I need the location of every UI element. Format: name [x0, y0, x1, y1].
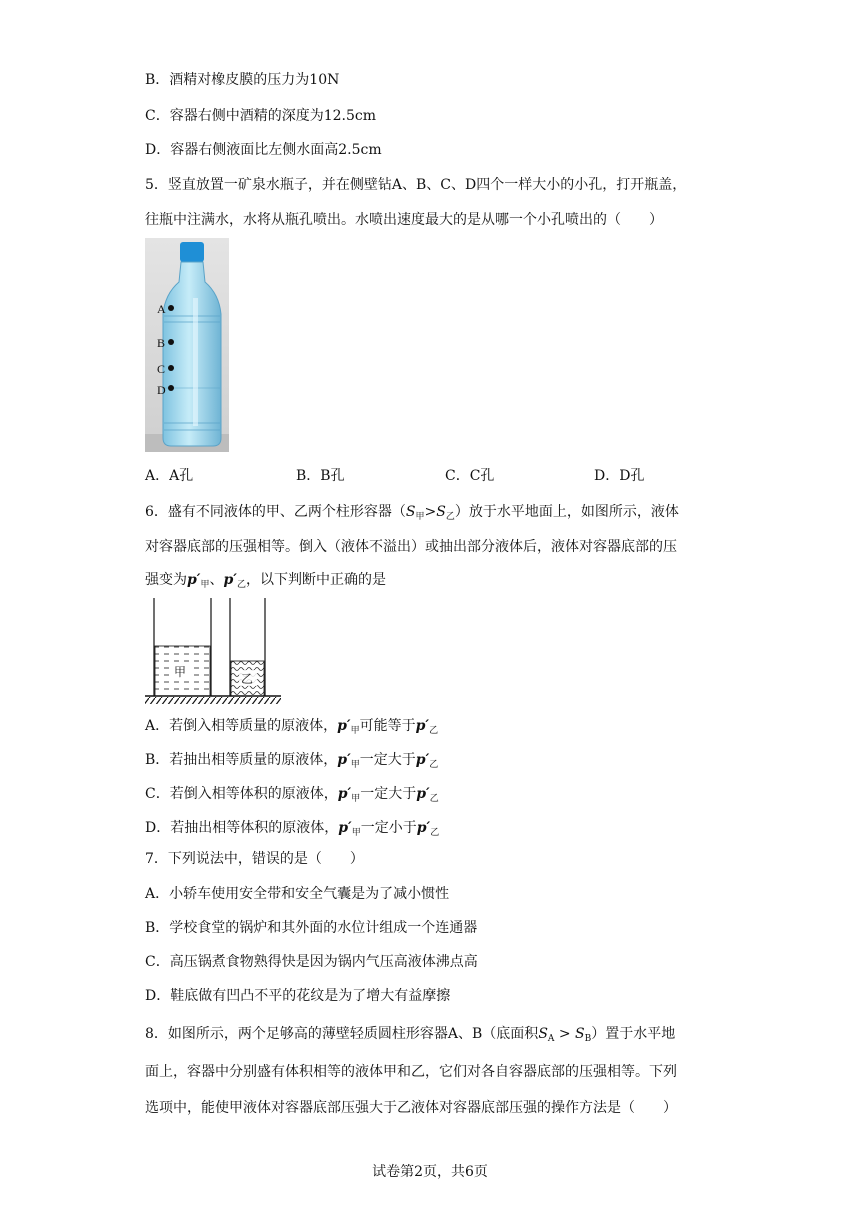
- q7-stem: 7．下列说法中，错误的是（ ）: [145, 851, 364, 867]
- q5-option-b: B．B孔: [296, 468, 345, 484]
- label-jia: 甲: [174, 665, 187, 679]
- q4-option-c: C．容器右侧中酒精的深度为12.5cm: [145, 108, 376, 124]
- q5-option-c: C．C孔: [445, 468, 495, 484]
- q7-option-a: A．小轿车使用安全带和安全气囊是为了减小惯性: [145, 886, 450, 902]
- q4-option-b: B．酒精对橡皮膜的压力为10N: [145, 72, 340, 88]
- bottle-cap: [180, 242, 204, 262]
- hole-label-a: A: [157, 302, 166, 316]
- q8-stem-line3: 选项中，能使甲液体对容器底部压强大于乙液体对容器底部压强的操作方法是（ ）: [145, 1100, 677, 1116]
- q7-option-c: C．高压锅煮食物熟得快是因为锅内气压高液体沸点高: [145, 954, 478, 970]
- bottle-body: [163, 262, 221, 446]
- ground-hatch: [145, 697, 281, 704]
- q6-stem-line3: 强变为$p'_甲$、$p'_乙$，以下判断中正确的是: [145, 572, 386, 590]
- q6-option-d: D．若抽出相等体积的原液体，$p'_甲$一定小于$p'_乙$: [145, 820, 440, 838]
- q6-option-a: A．若倒入相等质量的原液体，$p'_甲$可能等于$p'_乙$: [145, 718, 439, 736]
- hole-label-b: B: [157, 336, 166, 350]
- hole-label-d: D: [157, 383, 166, 397]
- q4-option-d: D．容器右侧液面比左侧水面高2.5cm: [145, 142, 382, 158]
- containers-figure: [143, 594, 283, 706]
- page-footer: 试卷第2页，共6页: [372, 1164, 488, 1180]
- q5-stem-line2: 往瓶中注满水，水将从瓶孔喷出。水喷出速度最大的是从哪一个小孔喷出的（ ）: [145, 212, 663, 228]
- q7-option-b: B．学校食堂的锅炉和其外面的水位计组成一个连通器: [145, 920, 478, 936]
- q6-stem-line1: 6．盛有不同液体的甲、乙两个柱形容器$(S_甲>S_乙)$放于水平地面上，如图所示，液体: [145, 504, 679, 522]
- q5-stem-line1: 5．竖直放置一矿泉水瓶子，并在侧壁钻A、B、C、D四个一样大小的小孔，打开瓶盖，: [145, 177, 687, 193]
- q6-option-c: C．若倒入相等体积的原液体，$p'_甲$一定大于$p'_乙$: [145, 786, 439, 804]
- q8-stem-line1: 8．如图所示，两个足够高的薄壁轻质圆柱形容器A、B（底面积$S_A > S_B$）置于水平地: [145, 1026, 676, 1044]
- label-yi: 乙: [241, 672, 254, 686]
- q5-option-d: D．D孔: [594, 468, 645, 484]
- q6-stem-line2: 对容器底部的压强相等。倒入（液体不溢出）或抽出部分液体后，液体对容器底部的压: [145, 539, 677, 555]
- q8-stem-line2: 面上，容器中分别盛有体积相等的液体甲和乙，它们对各自容器底部的压强相等。下列: [145, 1064, 677, 1080]
- q7-option-d: D．鞋底做有凹凸不平的花纹是为了增大有益摩擦: [145, 988, 451, 1004]
- hole-label-c: C: [157, 362, 166, 376]
- q6-option-b: B．若抽出相等质量的原液体，$p'_甲$一定大于$p'_乙$: [145, 752, 439, 770]
- q5-option-a: A．A孔: [145, 468, 194, 484]
- bottle-figure: [145, 238, 229, 452]
